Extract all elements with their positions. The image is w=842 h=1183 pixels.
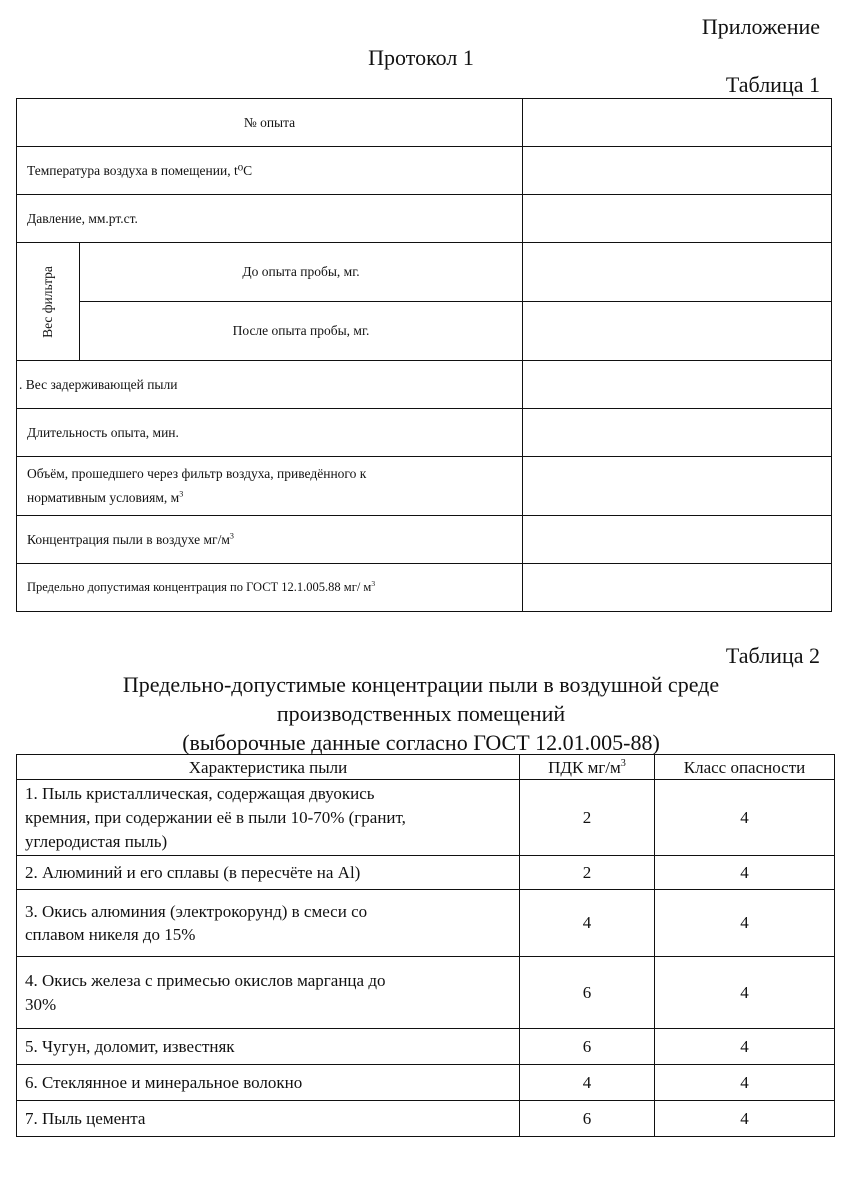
value-cell — [523, 147, 832, 195]
dust-characteristic-cell — [17, 780, 520, 856]
header-pdk — [520, 755, 655, 780]
dust-characteristic-line: углеродистая пыль) — [25, 831, 168, 851]
hazard-class-cell: 4 — [655, 780, 835, 856]
hazard-class-cell: 4 — [655, 1065, 835, 1101]
dust-characteristic-line: 1. Пыль кристаллическая, содержащая двуокись — [25, 784, 375, 803]
filter-weight-label: Вес фильтра — [40, 265, 56, 338]
table-row — [17, 1029, 835, 1065]
concentration-text: Концентрация пыли в воздухе мг/м — [27, 531, 230, 547]
table-2 — [16, 754, 835, 1137]
table1-label: Таблица 1 — [725, 72, 820, 97]
table-row — [17, 856, 835, 890]
header-pdk-text: ПДК мг/м — [548, 757, 621, 777]
table2-title-line-2: производственных помещений — [276, 701, 566, 726]
dust-characteristic-line: 5. Чугун, доломит, известняк — [25, 1036, 235, 1056]
header-hazard-class: Класс опасности — [655, 755, 835, 780]
pdk-value-cell: 2 — [520, 856, 655, 890]
filter-weight-group-cell — [17, 243, 80, 361]
volume-sup: 3 — [179, 489, 184, 499]
max-concentration-text: Предельно допустимая концентрация по ГОСТ 12.1.005.88 мг/ м — [27, 579, 372, 594]
table-1 — [16, 98, 832, 612]
dust-characteristic-cell — [17, 957, 520, 1029]
row-after: После опыта пробы, мг. — [80, 302, 523, 361]
table-row — [17, 780, 835, 856]
row-pressure: Давление, мм.рт.ст. — [17, 195, 523, 243]
row-duration: Длительность опыта, мин. — [17, 409, 523, 457]
value-cell — [523, 99, 832, 147]
table2-body — [17, 780, 835, 1137]
table-row — [17, 457, 832, 516]
pdk-value-cell: 4 — [520, 1065, 655, 1101]
hazard-class-cell: 4 — [655, 890, 835, 957]
table-row — [17, 361, 832, 409]
header-characteristic: Характеристика пыли — [17, 755, 520, 780]
dust-characteristic-line: 7. Пыль цемента — [25, 1108, 146, 1128]
hazard-class-cell: 4 — [655, 957, 835, 1029]
appendix-label: Приложение — [701, 14, 820, 39]
volume-line-1: Объём, прошедшего через фильтр воздуха, приведённого к — [27, 466, 367, 482]
pdk-value-cell: 6 — [520, 957, 655, 1029]
table2-title-line-3: (выборочные данные согласно ГОСТ 12.01.005-88) — [182, 730, 660, 755]
dust-characteristic-line: 2. Алюминий и его сплавы (в пересчёте на Al) — [25, 862, 361, 882]
row-temperature: Температура воздуха в помещении, t⁰C — [17, 147, 523, 195]
max-concentration-sup: 3 — [371, 578, 376, 588]
dust-characteristic-line: 4. Окись железа с примесью окислов марганца до — [25, 971, 386, 991]
dust-characteristic-line: кремния, при содержании её в пыли 10-70% (гранит, — [25, 807, 406, 827]
hazard-class-cell: 4 — [655, 1101, 835, 1137]
hazard-class-cell: 4 — [655, 1029, 835, 1065]
dust-characteristic-line: 6. Стеклянное и минеральное волокно — [25, 1072, 303, 1092]
table-row — [17, 302, 832, 361]
value-cell — [523, 409, 832, 457]
row-dust-weight: . Вес задерживающей пыли — [17, 361, 523, 409]
row-volume — [17, 457, 523, 516]
value-cell — [523, 457, 832, 516]
table2-label: Таблица 2 — [725, 643, 820, 668]
pdk-value-cell: 2 — [520, 780, 655, 856]
dust-characteristic-line: 3. Окись алюминия (электрокорунд) в смеси со — [25, 901, 368, 921]
table-row — [17, 243, 832, 302]
pdk-value-cell: 4 — [520, 890, 655, 957]
concentration-sup: 3 — [229, 531, 234, 541]
header-pdk-sup: 3 — [620, 757, 626, 769]
value-cell — [523, 516, 832, 564]
dust-characteristic-cell — [17, 890, 520, 957]
row-before: До опыта пробы, мг. — [80, 243, 523, 302]
value-cell — [523, 564, 832, 612]
value-cell — [523, 243, 832, 302]
value-cell — [523, 302, 832, 361]
table2-header-row — [17, 755, 835, 780]
value-cell — [523, 361, 832, 409]
table2-title-line-1: Предельно-допустимые концентрации пыли в воздушной среде — [122, 672, 720, 697]
table-row — [17, 516, 832, 564]
table-row — [17, 409, 832, 457]
pdk-value-cell: 6 — [520, 1101, 655, 1137]
dust-characteristic-line: сплавом никеля до 15% — [25, 925, 196, 945]
table-row — [17, 99, 832, 147]
dust-characteristic-cell — [17, 1029, 520, 1065]
volume-line-2: нормативным условиям, м — [27, 490, 180, 505]
table-row — [17, 564, 832, 612]
protocol-title: Протокол 1 — [368, 45, 474, 70]
dust-characteristic-cell — [17, 1101, 520, 1137]
row-max-concentration — [17, 564, 523, 612]
table-row — [17, 1101, 835, 1137]
table-row — [17, 1065, 835, 1101]
dust-characteristic-cell — [17, 856, 520, 890]
dust-characteristic-line: 30% — [25, 994, 57, 1014]
row-concentration — [17, 516, 523, 564]
table-row — [17, 890, 835, 957]
dust-characteristic-cell — [17, 1065, 520, 1101]
table-row — [17, 957, 835, 1029]
table-row — [17, 195, 832, 243]
table2-title — [0, 670, 842, 757]
hazard-class-cell: 4 — [655, 856, 835, 890]
pdk-value-cell: 6 — [520, 1029, 655, 1065]
value-cell — [523, 195, 832, 243]
row-experiment-no: № опыта — [17, 99, 523, 147]
table-row — [17, 147, 832, 195]
